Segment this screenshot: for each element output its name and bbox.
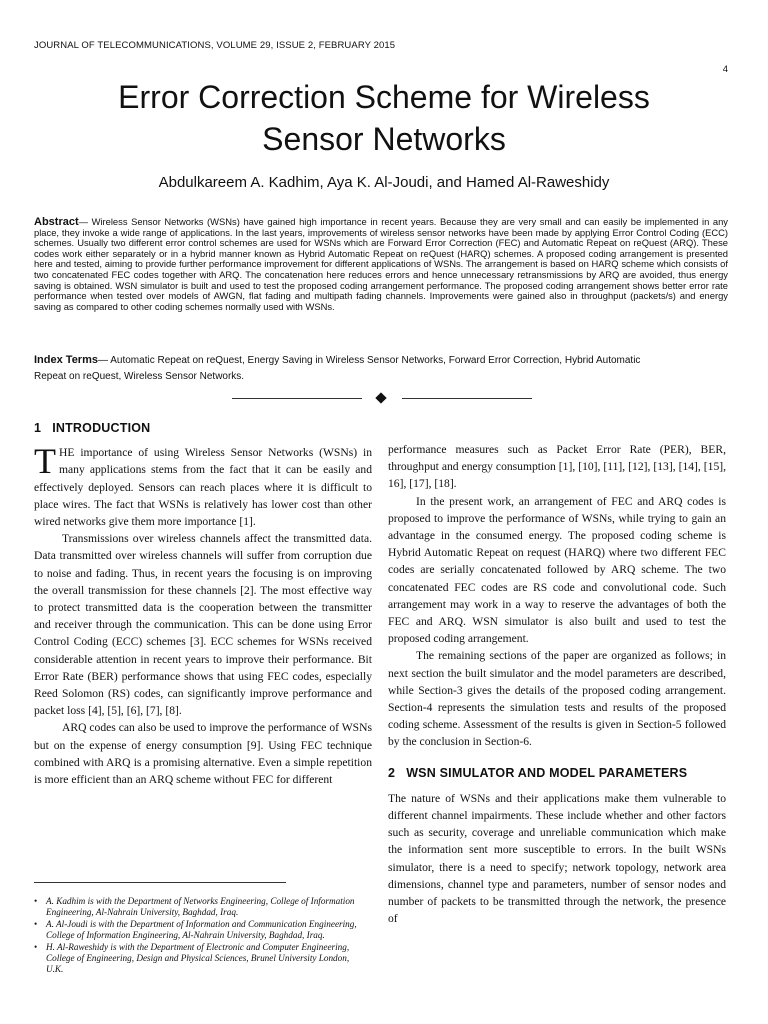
section-2-number: 2 bbox=[388, 765, 396, 780]
title-line-1: Error Correction Scheme for Wireless bbox=[118, 79, 650, 115]
diamond-icon bbox=[375, 392, 386, 403]
index-terms-text: Automatic Repeat on reQuest, Energy Saving in Wireless Sensor Networks, Forward Error Correction, Hybrid Automatic Repeat on reQuest, Wireless Sensor Networks. bbox=[34, 355, 641, 382]
intro-paragraph-2: Transmissions over wireless channels affect the transmitted data. Data transmitted over wireless channels will suffer from corruption due to noise and fading. Thus, in recent years the focusing is on improving the overall transmission for these channels [2]. The most effective way to protect transmitted data is the cooperation between the transmitter and receiver through the communication. This can be done using Error Control Coding (ECC) schemes [3]. ECC schemes for WSNs received considerable attention in recent years to improve their performance. Bit Error Rate (BER) performance shows that using FEC codes, especially Reed Solomon (RS) codes, can significantly improve performance and packet loss [4], [5], [6], [7], [8]. bbox=[34, 532, 372, 718]
abstract-dash: — bbox=[78, 216, 88, 227]
drop-cap: T bbox=[34, 441, 56, 482]
index-terms bbox=[34, 352, 674, 385]
abstract bbox=[34, 217, 728, 312]
footnote-bullet: • bbox=[34, 896, 38, 906]
section-2-heading bbox=[388, 765, 726, 782]
intro-paragraph-3: ARQ codes can also be used to improve the performance of WSNs but on the expense of energy consumption [9]. Using FEC technique combined with ARQ is a promising alternative. Even a simple repetition is more efficient than an ARQ scheme without FEC for different bbox=[34, 721, 372, 787]
intro-paragraph-4: In the present work, an arrangement of FEC and ARQ codes is proposed to improve the performance of WSNs, while trying to gain an advantage in the consumed energy. The proposed coding scheme is Hybrid Automatic Repeat on request (HARQ) where two different FEC codes are serially concatenated followed by ARQ scheme. The two concatenated FEC codes are RS code and convolutional code. Such arrangement may work in a way to reserve the advantages of both the FEC and ARQ. WSN simulator is also built and used to test the proposed coding arrangement. bbox=[388, 494, 726, 646]
page-number: 4 bbox=[722, 64, 728, 75]
title-line-2: Sensor Networks bbox=[262, 121, 506, 157]
intro-paragraph-1 bbox=[34, 441, 372, 530]
paper-title bbox=[34, 76, 734, 160]
authors: Abdulkareem A. Kadhim, Aya K. Al-Joudi, and Hamed Al-Raweshidy bbox=[158, 174, 610, 191]
footnote-bullet: • bbox=[34, 919, 38, 930]
index-terms-dash: — bbox=[98, 355, 108, 366]
footnote-rule bbox=[34, 882, 286, 883]
footnote-item: • H. Al-Raweshidy is with the Department of Electronic and Computer Engineering, College of Engineering, Design and Physical Sciences, Brunel University London, U.K. bbox=[34, 942, 350, 974]
footnote-item: • A. Al-Joudi is with the Department of Information and Communication Engineering, College of Information Engineering, Al-Nahrain University, Baghdad, Iraq. bbox=[34, 919, 357, 940]
intro-paragraph-1-text: HE importance of using Wireless Sensor Networks (WSNs) in many applications stems from the fact that it can be easily and effectively deployed. Sensors can reach places where it is difficult to place wires. The fact that WSNs is relatively has lower cost than other wired networks give them more importance [1]. bbox=[34, 446, 372, 529]
section-1-number: 1 bbox=[34, 421, 42, 435]
journal-header: JOURNAL OF TELECOMMUNICATIONS, VOLUME 29, ISSUE 2, FEBRUARY 2015 bbox=[34, 40, 396, 51]
footnotes bbox=[34, 896, 364, 976]
abstract-label: Abstract bbox=[34, 216, 79, 228]
section-1-heading bbox=[34, 420, 372, 437]
left-column bbox=[34, 420, 372, 788]
index-terms-label: Index Terms bbox=[34, 354, 98, 366]
intro-paragraph-5: The remaining sections of the paper are organized as follows; in next section the built simulator and the model parameters are described, while Section-3 gives the details of the proposed coding arrangement. Section-4 represents the simulation tests and results of the proposed coding scheme. Assessment of the results is given in Section-5 followed by the conclusion in Section-6. bbox=[388, 649, 726, 749]
section-divider bbox=[232, 392, 532, 406]
intro-paragraph-3-continued: performance measures such as Packet Error Rate (PER), BER, throughput and energy consumption [1], [10], [11], [12], [13], [14], [15], 16], [17], [18]. bbox=[388, 443, 726, 491]
section-1-title: INTRODUCTION bbox=[52, 421, 151, 435]
divider-line-right bbox=[402, 398, 532, 399]
footnote-item: • A. Kadhim is with the Department of Networks Engineering, College of Information Engineering, Al-Nahrain University, Baghdad, Iraq. bbox=[34, 896, 355, 917]
abstract-text: Wireless Sensor Networks (WSNs) have gained high importance in recent years. Because they are very small and can easily be implemented in any place, they invoke a wide range of applications. In the last years, improvements of wireless sensor networks have been made by applying Error Control Coding (ECC) schemes. Usually two different error control schemes are used for WSNs which are Forward Error Correction (FEC) and Automatic Repeat on reQuest (ARQ). These codes work either separately or in a hybrid manner known as Hybrid Automatic Repeat on reQuest (HARQ) schemes. A proposed coding arrangement is presented here and tested, aiming to provide further performance improvement for different applications of WSNs. The arrangement is based on HARQ scheme which consists of two concatenated FEC codes together with ARQ. The concatenation here reduces errors and hence unnecessary retransmissions by ARQ are avoided, thus energy saving is obtained. WSN simulator is built and used to test the proposed coding arrangement performance. The proposed coding arrangement shows better error rate performance when tested over models of AWGN, flat fading and multipath fading channels. Improvements were gained also in throughput (packets/s) and energy saving as compared to other coding schemes normally used with WSNs. bbox=[34, 216, 728, 312]
section-2-paragraph-1: The nature of WSNs and their applications make them vulnerable to different channel impairments. These include whether and other factors such as security, coverage and unreliable communication which make the information sent more susceptible to errors. In the built WSNs simulator, there is a need to specify; network topology, network area dimensions, channel type and parameters, number of sensor nodes and number of packets to be transmitted through the network, the presence of bbox=[388, 791, 726, 926]
right-column bbox=[388, 441, 726, 927]
footnote-bullet: • bbox=[34, 942, 38, 953]
divider-line-left bbox=[232, 398, 362, 399]
section-2-title: WSN SIMULATOR AND MODEL PARAMETERS bbox=[406, 765, 688, 780]
